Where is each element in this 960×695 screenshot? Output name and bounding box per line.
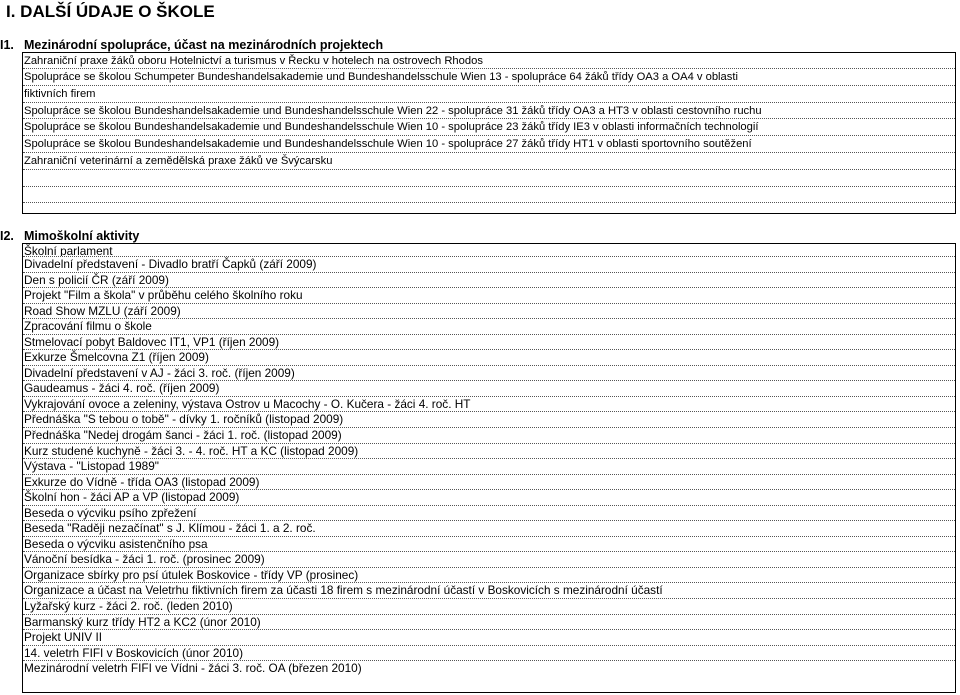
- table-row: Přednáška "S tebou o tobě" - dívky 1. ročníků (listopad 2009): [23, 412, 955, 428]
- table-row: Divadelní představení - Divadlo bratří Čapků (září 2009): [23, 257, 955, 273]
- page-title: I. DALŠÍ ÚDAJE O ŠKOLE: [6, 2, 215, 21]
- table-row: Školní hon - žáci AP a VP (listopad 2009): [23, 490, 955, 506]
- table-row: Barmanský kurz třídy HT2 a KC2 (únor 2010): [23, 615, 955, 631]
- table-row: fiktivních firem: [23, 86, 955, 103]
- table-row: Organizace a účast na Veletrhu fiktivních firem za účasti 18 firem s mezinárodní účastí v Boskovicích s mezinárodní účastí: [23, 583, 955, 599]
- table-row: Gaudeamus - žáci 4. roč. (říjen 2009): [23, 381, 955, 397]
- extracurricular-activities-table: [22, 243, 956, 693]
- table-row: 14. veletrh FIFI v Boskovicích (únor 2010): [23, 646, 955, 662]
- table-row: Den s policií ČR (září 2009): [23, 273, 955, 289]
- table-row: Přednáška "Nedej drogám šanci - žáci 1. roč. (listopad 2009): [23, 428, 955, 444]
- table-row: Spolupráce se školou Bundeshandelsakademie und Bundeshandelsschule Wien 10 - spolupráce 27 žáků třídy HT1 v oblasti sportovního soutěžení: [23, 136, 955, 153]
- table-row: [23, 203, 955, 220]
- section-number: I1.: [0, 38, 14, 52]
- section-heading-international: [0, 38, 383, 52]
- table-row: Projekt UNIV II: [23, 630, 955, 646]
- table-row: Road Show MZLU (září 2009): [23, 304, 955, 320]
- table-row: Mezinárodní veletrh FIFI ve Vídni - žáci 3. roč. OA (březen 2010): [24, 661, 362, 676]
- table-row: Zpracování filmu o škole: [23, 319, 955, 335]
- section-heading-extracurricular: [0, 229, 139, 243]
- table-row: Spolupráce se školou Bundeshandelsakademie und Bundeshandelsschule Wien 22 - spolupráce 31 žáků třídy OA3 a HT3 v oblasti cestovního ruchu: [23, 103, 955, 120]
- international-cooperation-table: [22, 52, 956, 214]
- table-row: Beseda "Raději nezačínat" s J. Klímou - žáci 1. a 2. roč.: [23, 521, 955, 537]
- table-row: [23, 187, 955, 204]
- table-row: Organizace sbírky pro psí útulek Boskovice - třídy VP (prosinec): [23, 568, 955, 584]
- table-row: Exkurze do Vídně - třída OA3 (listopad 2009): [23, 475, 955, 491]
- table-row: Divadelní představení v AJ - žáci 3. roč. (říjen 2009): [23, 366, 955, 382]
- table-row: Beseda o výcviku asistenčního psa: [23, 537, 955, 553]
- table-row: Stmelovací pobyt Baldovec IT1, VP1 (říjen 2009): [23, 335, 955, 351]
- table-row: Výstava - "Listopad 1989": [23, 459, 955, 475]
- table-row: Školní parlament: [23, 244, 955, 257]
- section-title: Mezinárodní spolupráce, účast na mezinárodních projektech: [24, 38, 384, 52]
- table-row: Spolupráce se školou Bundeshandelsakademie und Bundeshandelsschule Wien 10 - spolupráce 23 žáků třídy IE3 v oblasti informačních technologií: [23, 119, 955, 136]
- table-row: Vykrajování ovoce a zeleniny, výstava Ostrov u Macochy - O. Kučera - žáci 4. roč. HT: [23, 397, 955, 413]
- table-row: [23, 170, 955, 187]
- table-row: Projekt "Film a škola" v průběhu celého školního roku: [23, 288, 955, 304]
- table-row: Spolupráce se školou Schumpeter Bundeshandelsakademie und Bundeshandelsschule Wien 13 - spolupráce 64 žáků třídy OA3 a OA4 v oblasti: [23, 69, 955, 86]
- table-row: Zahraniční veterinární a zemědělská praxe žáků ve Švýcarsku: [23, 153, 955, 170]
- table-row: Beseda o výcviku psího zpřežení: [23, 506, 955, 522]
- table-row: Lyžařský kurz - žáci 2. roč. (leden 2010): [23, 599, 955, 615]
- section-title: Mimoškolní aktivity: [24, 229, 140, 243]
- table-row: Kurz studené kuchyně - žáci 3. - 4. roč. HT a KC (listopad 2009): [23, 444, 955, 460]
- table-row: Zahraniční praxe žáků oboru Hotelnictví a turismus v Řecku v hotelech na ostrovech Rhodos: [23, 53, 955, 69]
- table-row: Exkurze Šmelcovna Z1 (říjen 2009): [23, 350, 955, 366]
- section-number: I2.: [0, 229, 14, 243]
- table-row: Vánoční besídka - žáci 1. roč. (prosinec 2009): [23, 552, 955, 568]
